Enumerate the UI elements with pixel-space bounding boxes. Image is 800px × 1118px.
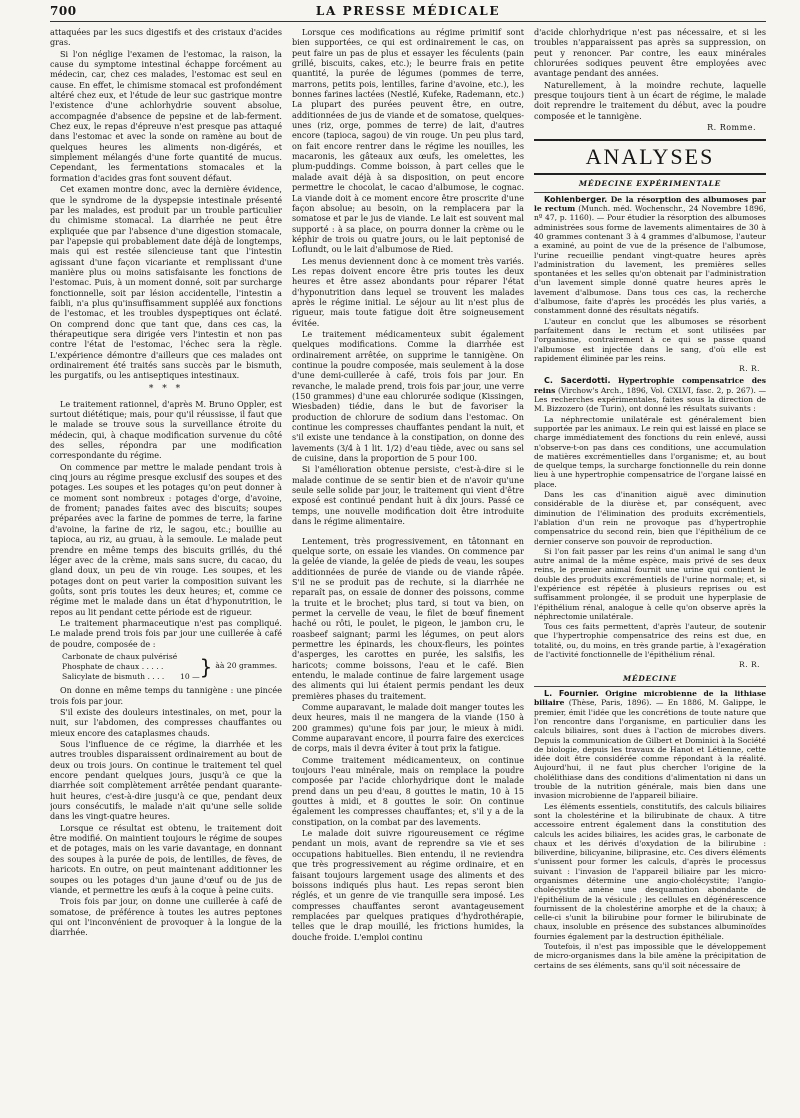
journal-title: LA PRESSE MÉDICALE: [315, 4, 501, 18]
paragraph: Le traitement rationnel, d'après M. Bruno Oppler, est surtout diététique; mais, pour qu'il réussisse, il faut que le malade se trouve sous la surveillance étroite du médecin, qui, à chaque modification survenue du côté des selles, répondra par une modification correspondante du régime.: [50, 398, 282, 461]
paragraph: Cet examen montre donc, avec la dernière évidence, que le syndrome de la dyspepsie intestinale présenté par les malades, est produit par un trouble particulier du chimisme stomacal. La diarrhée ne peut être expliquée que par l'absence d'une digestion stomacale, par l'apepsie qui probablement date déjà de longtemps, mais qui est restée silencieuse tant que l'intestin agissant d'une façon vicariante et remplissant d'une manière plus ou moins satisfaisante les fonctions de l'estomac. Puis, à un moment donné, soit par surcharge fonctionnelle, soit par lésion accidentelle, l'intestin a faibli, n'a plus qu'insuffisamment suppléé aux fonctions de l'estomac, et les troubles dyspeptiques ont éclaté. On comprend donc que tant que, dans ces cas, la thérapeutique sera dirigée vers l'intestin et non pas contre l'état de l'estomac, l'échec sera la règle. L'expérience démontre d'ailleurs que ces malades ont ordinairement été traités sans succès par le bismuth, les purgatifs, ou les antiseptiques intestinaux.: [50, 184, 282, 381]
section-heading: ANALYSES: [585, 144, 715, 170]
paragraph: Le traitement médicamenteux subit également quelques modifications. Comme la diarrhée est ordinairement arrêtée, on supprime le tannigène. On continue la poudre composée, mais seulement à la dose d'une demi-cuillerée à café, trois fois par jour. En revanche, le malade prend, trois fois par jour, une verre (150 grammes) d'une eau chlorurée sodique (Kissingen, Wiesbaden) tiédie, dans le but de favoriser la production de chlorure de sodium dans l'estomac. On continue les compresses chauffantes pendant la nuit, et s'il existe une tendance à la constipation, on donne des lavements (3/4 à 1 lit. 1/2) d'eau tiède, avec ou sans sel de cuisine, dans la proportion de 5 pour 100.: [292, 328, 524, 464]
paragraph: Comme auparavant, le malade doit manger toutes les deux heures, mais il ne mangera de la viande (150 à 200 grammes) qu'une fois par jour, le mieux à midi. Comme auparavant encore, il pourra faire des exercices de corps, mais il devra éviter à tout prix la fatigue.: [292, 702, 524, 754]
paragraph: Les éléments essentiels, constitutifs, des calculs biliaires sont la cholestérine et la bilirubinate de chaux. A titre accessoire entrent également dans la constitution des calculs les acides biliaires, les acides gras, le carbonate de chaux et les dérivés d'oxydation de la bilirubine : biliverdine, bilicyanine, biliprasine, etc. Ces divers éléments s'unissent pour former les calculs, d'après le processus suivant : l'invasion de l'appareil biliaire par les micro-organismes détermine une angio-cholécystite; l'angio-cholécystite amène une desquamation abondante de l'épithélium de la vésicule ; les cellules en dégénérescence fournissent de la cholestérine amorphe et de la chaux; à celle-ci s'unit la bilirubine pour former le bilirubinate de chaux, insoluble en présence des substances albuminoïdes fournies également par la destruction épithéliale.: [534, 801, 766, 941]
section-separator: * * *: [148, 383, 184, 394]
paragraph: d'acide chlorhydrique n'est pas nécessaire, et si les troubles n'apparaissent pas après sa suppression, on peut y renoncer. Par contre, les eaux minérales chlorurées sodiques peuvent être employées avec avantage pendant des années.: [534, 27, 766, 79]
subsection-title: MÉDECINE: [534, 674, 766, 687]
paragraph: On donne en même temps du tannigène : une pincée trois fois par jour.: [50, 685, 282, 706]
spacer: [292, 528, 524, 536]
brace-icon: }: [199, 654, 213, 679]
formula-ingredient: Phosphate de chaux . . . . .: [62, 661, 164, 671]
paragraph: Si l'amélioration obtenue persiste, c'est-à-dire si le malade continue de se sentir bien et de n'avoir qu'une seule selle solide par jour, le traitement qui vient d'être exposé est continué pendant huit à dix jours. Passé ce temps, une nouvelle modification doit être introduite dans le régime alimentaire.: [292, 464, 524, 527]
abstract-author: Kohlenberger.: [544, 194, 608, 204]
abstract-title: Hypertrophie compensatrice des reins: [534, 376, 766, 395]
abstract-title: De la résorption des albumoses par le rectum: [534, 194, 766, 214]
paragraph: Les menus deviennent donc à ce moment très variés. Les repas doivent encore être pris toutes les deux heures et être assez abondants pour réparer l'état d'hyponutrition dans lequel se trouvent les malades après le régime initial. Le séjour au lit n'est plus de rigueur, mais toute fatigue doit être soigneusement évitée.: [292, 255, 524, 328]
paragraph: Si l'on néglige l'examen de l'estomac, la raison, la cause du symptome intestinal échappe forcément au médecin, car, chez ces malades, l'estomac est seul en cause. En effet, le chimisme stomacal est profondément altéré chez eux, et l'étude de leur suc gastrique montre l'existence d'une achlorhydrie souvent absolue, accompagnée d'absence de pepsine et de lab-ferment. Chez eux, le repas d'épreuve n'est presque pas attaqué dans l'estomac et avec la sonde on ramène au bout de quelques heures les aliments non-digérés, et simplement mélangés d'une forte quantité de mucus. Cependant, les fermentations stomacales et la formation d'acides gras font souvent défaut.: [50, 48, 282, 183]
paragraph: S'il existe des douleurs intestinales, on met, pour la nuit, sur l'abdomen, des compresses chauffantes ou mieux encore des cataplasmes chauds.: [50, 707, 282, 738]
page-header: [50, 4, 766, 22]
paragraph: Lorsque ce résultat est obtenu, le traitement doit être modifié. On maintient toujours le régime de soupes et de potages, mais on les varie davantage, en donnant des soupes à la purée de pois, de lentilles, de fèves, de haricots. En outre, on peut maintenant additionner les soupes ou les potages d'un jaune d'œuf ou de jus de viande, et permettre les œufs à la coque à peine cuits.: [50, 822, 282, 895]
paragraph: Lorsque ces modifications au régime primitif sont bien supportées, ce qui est ordinairement le cas, on peut faire un pas de plus et essayer les féculents (pain grillé, biscuits, cakes, etc.); le beurre frais en petite quantité, la purée de légumes (pommes de terre, marrons, petits pois, lentilles, farine d'avoine, etc.), les bonnes farines lactées (Nestlé, Kufeke, Rademann, etc.) La plupart des purées peuvent être, en outre, additionnées de jus de viande et de somatose, quelques-unes (riz, orge, pommes de terre) de lait, d'autres encore (tapioca, sagou) de vin rouge. Un peu plus tard, on fait encore rentrer dans le régime les nouilles, les macaronis, les gâteaux aux œufs, les omelettes, les plum-puddings. Comme boisson, à part celles que le malade avait déjà à sa disposition, on peut encore permettre le chocolat, le cacao d'albumose, le cognac. La viande doit à ce moment encore être proscrite d'une façon absolue; au besoin, on la remplacera par la somatose et par le jus de viande. Le lait est souvent mal supporté : à sa place, on pourra donner la crème ou le képhir de trois ou quatre jours, ou le lait peptonisé de Loflundt, ou le lait d'albumose de Ried.: [292, 27, 524, 255]
column-2: [292, 27, 524, 1116]
abstract-title: Origine microbienne de la lithiase biliaire: [534, 689, 766, 708]
paragraph: Naturellement, à la moindre rechute, laquelle presque toujours tient à un écart de régime, le malade doit reprendre le traitement du début, avec la poudre composée et le tannigène.: [534, 79, 766, 121]
abstract-entry: [534, 376, 766, 413]
author-signature: R. Romme.: [707, 123, 756, 133]
formula-amount: 10 —: [180, 671, 200, 681]
abstract-body: (Virchow's Arch., 1896, Vol. CXLVI, fasc. 2, p. 267). — Les recherches expérimentales, faites sous la direction de M. Bizzozero (de Turin), ont donné les résultats suivants :: [534, 385, 766, 414]
paragraph: Toutefois, il n'est pas impossible que le développement de micro-organismes dans la bile amène la précipitation de certains de ses éléments, sans qu'il soit nécessaire de: [534, 942, 766, 970]
column-3: [534, 27, 766, 1116]
paragraph: attaquées par les sucs digestifs et des cristaux d'acides gras.: [50, 27, 282, 48]
column-1: [50, 27, 282, 1116]
abstract-signature: R. R.: [739, 364, 760, 374]
paragraph: Le malade doit suivre rigoureusement ce régime pendant un mois, avant de reprendre sa vie et ses occupations habituelles. Bien entendu, il ne reviendra que très progressivement au régime ordinaire, et en faisant toujours largement usage des aliments et des boissons indiqués plus haut. Les repas seront bien réglés, et un genre de vie tranquille sera imposé. Les compresses chauffantes seront avantageusement remplacées par quelques pratiques d'hydrothérapie, telles que le drap mouillé, les frictions humides, la douche froide. L'emploi continu: [292, 828, 524, 942]
paragraph: Dans les cas d'inanition aiguë avec diminution considérable de la diurèse et, par conséquent, avec diminution de l'élimination des produits excrémentiels, l'ablation d'un rein ne provoque pas d'hypertrophie compensatrice du second rein, bien que l'épithélium de ce dernier conserve son pouvoir de reproduction.: [534, 490, 766, 546]
paragraph: Comme traitement médicamenteux, on continue toujours l'eau minérale, mais on remplace la poudre composée par l'acide chlorhydrique dont le malade prend dans un peu d'eau, 8 gouttes le matin, 10 à 15 gouttes à midi, et 8 gouttes le soir. On continue également les compresses chauffantes; et, s'il y a de la constipation, on la combat par des lavements.: [292, 754, 524, 827]
paragraph: Sous l'influence de ce régime, la diarrhée et les autres troubles disparaissent ordinairement au bout de deux ou trois jours. On continue le traitement tel quel encore pendant quelques jours, jusqu'à ce que la diarrhée soit complètement arrêtée pendant quarante-huit heures, c'est-à-dire jusqu'à ce que, pendant deux jours consécutifs, le malade n'ait qu'une selle solide dans les vingt-quatre heures.: [50, 739, 282, 822]
abstract-signature: R. R.: [739, 660, 760, 670]
paragraph: Le traitement pharmaceutique n'est pas compliqué. Le malade prend trois fois par jour une cuillerée à café de poudre, composée de :: [50, 617, 282, 649]
abstract-entry: [534, 195, 766, 316]
paragraph: On commence par mettre le malade pendant trois à cinq jours au régime presque exclusif des soupes et des potages. Les soupes et les potages qu'on peut donner à ce moment sont nombreux : potages d'orge, d'avoine, de froment; panades faites avec des biscuits; soupes préparées avec la farine de pommes de terre, la farine d'avoine, la farine de riz, le sagou, etc.; bouillie au tapioca, au riz, au gruau, à la semoule. Le malade peut prendre en même temps des biscuits grillés, du thé léger avec de la crème, mais sans sucre, du cacao, du gland doux, un peu de vin rouge. Les soupes, et les potages dont on peut varier la composition suivant les goûts, sont pris toutes les deux heures; et, comme ce régime met le malade dans un état d'hyponutrition, le repos au lit pendant cette période est de rigueur.: [50, 461, 282, 617]
formula-ingredient: Carbonate de chaux pulvérisé: [62, 651, 178, 661]
paragraph: L'auteur en conclut que les albumoses se résorbent parfaitement dans le rectum et sont utilisées par l'organisme, contrairement à ce qui se passe quand l'albumose est injectée dans le sang, d'où elle est rapidement éliminée par les reins.: [534, 316, 766, 363]
abstract-author: L. Fournier.: [544, 689, 599, 699]
paragraph: Si l'on fait passer par les reins d'un animal le sang d'un autre animal de la même espèce, mais privé de ses deux reins, le premier animal fournit une urine qui contient le double des produits excrémentiels de l'urine normale; et, si l'expérience est répétée à plusieurs reprises ou est suffisamment prolongée, il se produit une hyperplasie de l'épithélium rénal, analogue à celle qu'on observe après la néphrectomie unilatérale.: [534, 546, 766, 621]
columns: [50, 27, 766, 1116]
analyses-banner: [534, 139, 766, 175]
subsection-title: MÉDECINE EXPÉRIMENTALE: [534, 179, 766, 192]
abstract-body: (Munch. méd. Wochenschr., 24 Novembre 1896, nº 47, p. 1160). — Pour étudier la résorption des albumoses administrées sous forme de lavements alimentaires de 30 à 40 grammes contenant 3 à 4 grammes d'albumose, l'auteur a examiné, au point de vue de la présence de l'albumose, l'urine recueillie pendant vingt-quatre heures après l'administration du lavement, les premières selles spontanées et les selles qu'on obtenait par l'administration d'un lavement simple donné quatre heures après le lavement d'albumose. Dans tous ces cas, la recherche d'albumose, faite d'après les procédés les plus variés, a constamment donné des résultats négatifs.: [534, 204, 766, 316]
paragraph: La néphrectomie unilatérale est généralement bien supportée par les animaux. Le rein qui est laissé en place se charge immédiatement des fonctions du rein enlevé, aussi n'observe-t-on pas dans ces conditions, une accumulation de matières excrémentielles dans l'organisme; et, au bout de quelque temps, la surcharge fonctionnelle du rein donne lieu à une hypertrophie compensatrice de l'organe laissé en place.: [534, 414, 766, 489]
abstract-entry: [534, 689, 766, 801]
abstract-author: C. Sacerdotti.: [544, 376, 611, 386]
paragraph: Lentement, très progressivement, en tâtonnant en quelque sorte, on essaie les viandes. On commence par la gelée de viande, la gelée de pieds de veau, les soupes additionnées de purée de viande ou de viande râpée. S'il ne se produit pas de rechute, si la diarrhée ne reparaît pas, on essaie de donner des poissons, comme la truite et le brochet; plus tard, si tout va bien, on permet la cervelle de veau, le filet de bœuf finement haché ou rôti, le poulet, le pigeon, le jambon cru, le roasbeef saignant; parmi les légumes, on peut alors permettre les épinards, les choux-fleurs, les pointes d'asperges, les carottes en purée, les salsifis, les haricots; comme boissons, l'eau et le café. Bien entendu, le malade continue de faire largement usage des aliments qui lui étaient permis pendant les deux premières phases du traitement.: [292, 535, 524, 701]
paragraph: Tous ces faits permettent, d'après l'auteur, de soutenir que l'hypertrophie compensatrice des reins est due, en totalité, ou, du moins, en très grande partie, à l'exagération de l'activité fonctionnelle de l'épithélium rénal.: [534, 622, 766, 660]
formula-ingredient: Salicylate de bismuth . . . .: [62, 671, 165, 681]
abstract-body: (Thèse, Paris, 1896). — En 1886, M. Galippe, le premier, émit l'idée que les concrétions de toute nature que l'on rencontre dans l'organisme, en particulier dans les calculs biliaires, sont dues à l'action de microbes divers. Depuis la communication de Gilbert et Dominici à la Société de biologie, depuis les travaux de Hanot et Létienne, cette idée doit être considérée comme répondant à la réalité. Aujourd'hui, il ne faut plus chercher l'origine de la cholélithiase dans des conditions d'alimentation ni dans un trouble de la nutrition générale, mais bien dans une invasion microbienne de l'appareil biliaire.: [534, 698, 766, 801]
formula-amount: àà 20 grammes.: [215, 661, 278, 671]
prescription-formula: [62, 652, 282, 681]
page-number: 700: [50, 4, 77, 18]
paragraph: Trois fois par jour, on donne une cuillerée à café de somatose, de préférence à toutes les autres peptones qui ont l'inconvénient de provoquer à la longue de la diarrhée.: [50, 896, 282, 938]
